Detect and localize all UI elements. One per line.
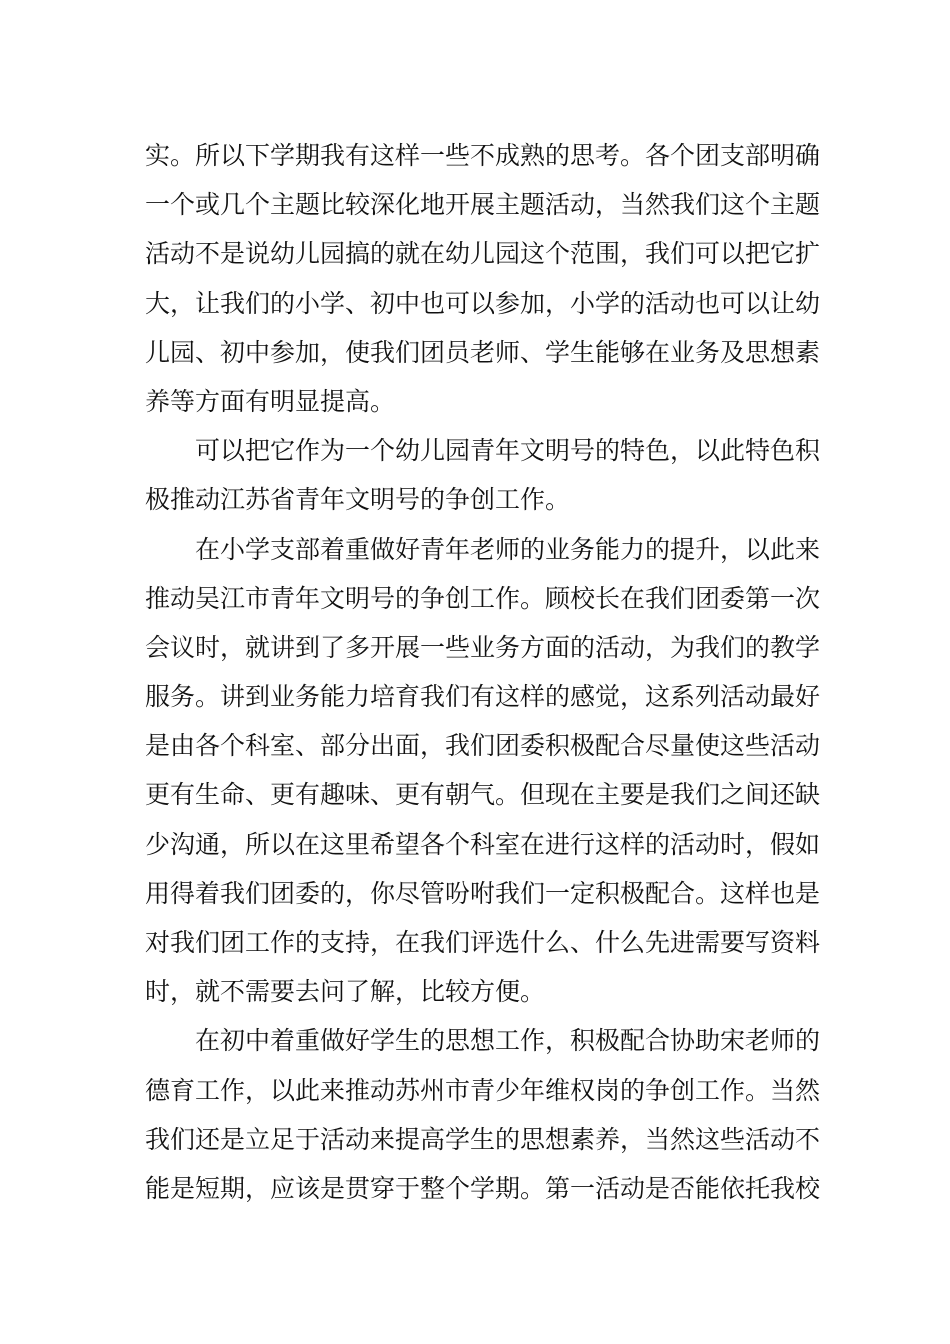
text-line: 会议时，就讲到了多开展一些业务方面的活动，为我们的教学 [145,632,821,662]
text-line: 时，就不需要去问了解，比较方便。 [145,977,546,1007]
text-line: 我们还是立足于活动来提高学生的思想素养，当然这些活动不 [145,1124,821,1154]
text-line: 可以把它作为一个幼儿园青年文明号的特色，以此特色积 [195,436,821,466]
text-line: 能是短期，应该是贯穿于整个学期。第一活动是否能依托我校 [145,1173,821,1203]
text-line: 极推动江苏省青年文明号的争创工作。 [145,485,571,515]
text-line: 是由各个科室、部分出面，我们团委积极配合尽量使这些活动 [145,731,821,761]
text-line: 对我们团工作的支持，在我们评选什么、什么先进需要写资料 [145,928,821,957]
text-line: 在小学支部着重做好青年老师的业务能力的提升，以此来 [195,534,821,564]
text-line: 德育工作，以此来推动苏州市青少年维权岗的争创工作。当然 [145,1075,821,1105]
text-line: 养等方面有明显提高。 [145,386,396,416]
text-line: 少沟通，所以在这里希望各个科室在进行这样的活动时，假如 [145,829,821,859]
text-line: 在初中着重做好学生的思想工作，积极配合协助宋老师的 [195,1026,821,1056]
text-line: 儿园、初中参加，使我们团员老师、学生能够在业务及思想素 [145,337,821,367]
text-line: 活动不是说幼儿园搞的就在幼儿园这个范围，我们可以把它扩 [145,239,821,269]
text-line: 用得着我们团委的，你尽管吩咐我们一定积极配合。这样也是 [145,878,821,908]
text-line: 推动吴江市青年文明号的争创工作。顾校长在我们团委第一次 [145,583,821,613]
document-body [145,131,821,1213]
text-line: 大，让我们的小学、初中也可以参加，小学的活动也可以让幼 [145,288,821,318]
text-line: 更有生命、更有趣味、更有朝气。但现在主要是我们之间还缺 [145,780,821,810]
text-line: 服务。讲到业务能力培育我们有这样的感觉，这系列活动最好 [145,682,821,712]
text-line: 一个或几个主题比较深化地开展主题活动，当然我们这个主题 [145,190,821,220]
text-line: 实。所以下学期我有这样一些不成熟的思考。各个团支部明确 [145,141,821,170]
